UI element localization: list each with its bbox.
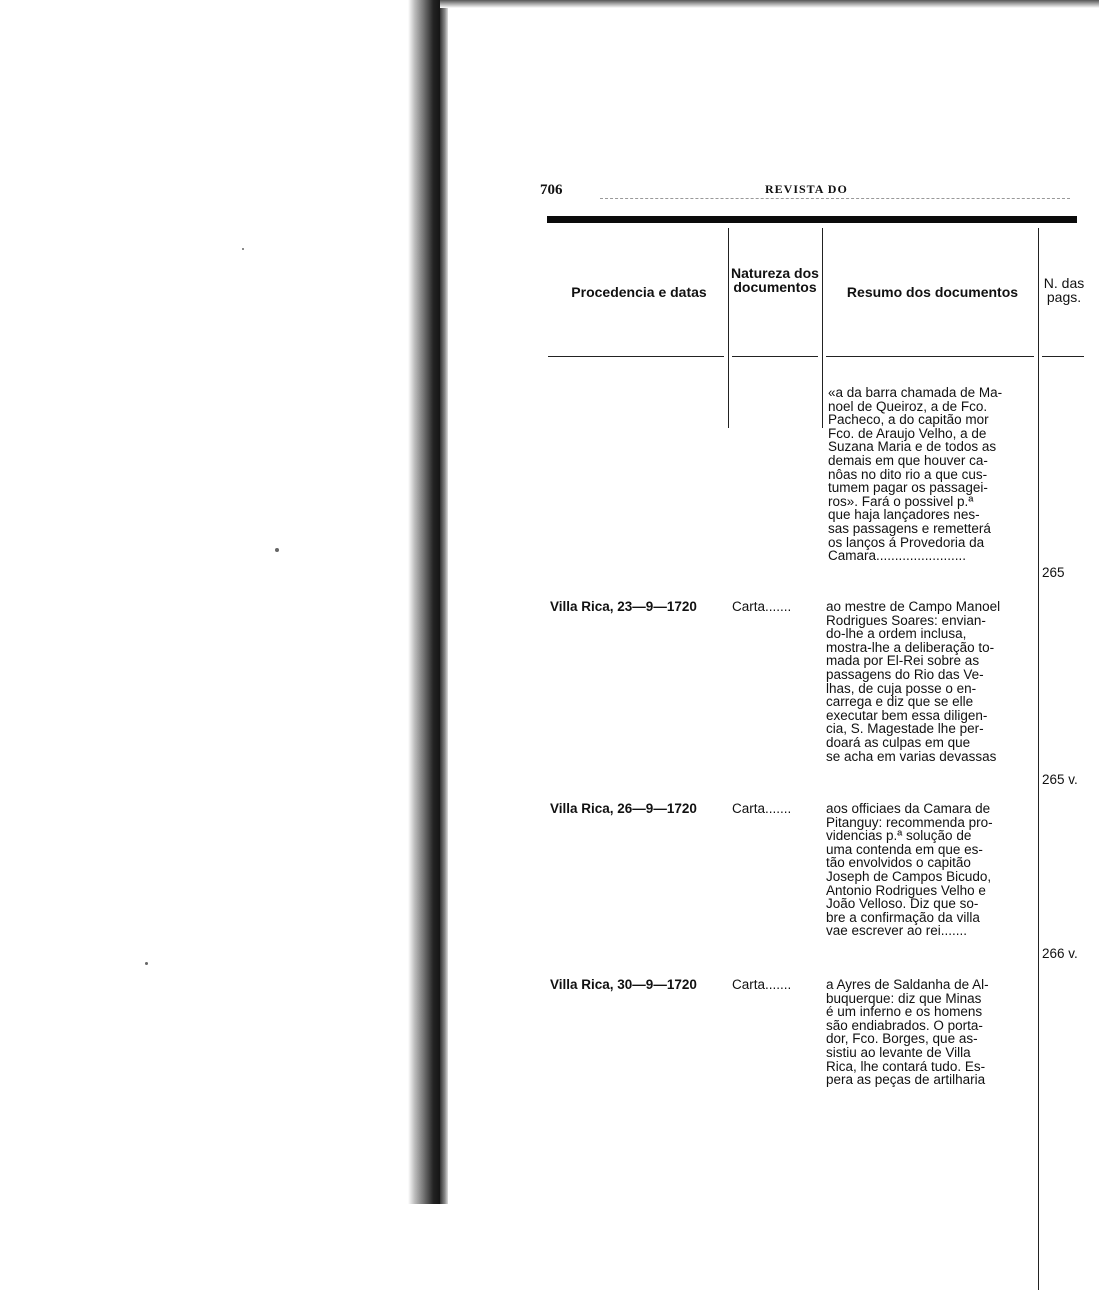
summary-row-2: aos officiaes da Camara de Pitanguy: recommenda pro- videncias p.ª solução de uma contenda em que es- tão envolvidos o capitão Joseph de Campos Bicudo, Antonio Rodrigues Velho e João Velloso. Diz que so- bre a confirmação da villa vae escrever ao rei....... (826, 801, 993, 939)
header-rule (826, 356, 1034, 357)
column-divider (728, 228, 729, 428)
nature-row-1: Carta....... (732, 599, 792, 614)
column-divider (822, 228, 823, 428)
running-head (540, 170, 1070, 200)
origin-row-3: Villa Rica, 30—9—1720 (550, 977, 697, 992)
summary-row-1: ao mestre de Campo Manoel Rodrigues Soares: envian- do-lhe a ordem inclusa, mostra-lhe a deliberação to- mada por El-Rei sobre as passagens do Rio das Ve- lhas, de cuja posse o en- carrega e diz que se elle executar bem essa diligen- cia, S. Magestade lhe per- doará as culpas em que se acha em varias devassas (826, 599, 1001, 764)
page-top-edge (440, 0, 1099, 8)
header-summary: Resumo dos documentos (846, 284, 1019, 300)
pages-row-0: 265 (1042, 565, 1065, 580)
scan-speck (145, 962, 148, 965)
summary-row-0: «a da barra chamada de Ma- noel de Queiroz, a de Fco. Pacheco, a do capitão mor Fco. de Araujo Velho, a de Suzana Maria e de todos as demais em que houver ca- nôas no dito rio a que cus- tumem pagar os passagei- ros». Fará o possivel p.ª que haja lançadores nes- sas passagens e remetterá os lanços á Provedoria da Camara........................ (828, 385, 1003, 564)
book-gutter (408, 0, 442, 1204)
table-top-rule (547, 216, 1077, 223)
header-nature: Natureza dos documentos (731, 265, 819, 295)
running-title: REVISTA DO (765, 182, 848, 196)
header-pages: N. das pags. (1043, 275, 1085, 305)
summary-row-3: a Ayres de Saldanha de Al- buquerque: diz que Minas é um inferno e os homens são endiabrados. O porta- dor, Fco. Borges, que as- sistiu ao levante de Villa Rica, lhe contará tudo. Es- pera as peças de artilharia (826, 977, 989, 1088)
scan-speck (242, 248, 244, 250)
header-rule (548, 356, 724, 357)
origin-row-2: Villa Rica, 26—9—1720 (550, 801, 697, 816)
pages-row-1: 265 v. (1042, 772, 1078, 787)
pages-row-2: 266 v. (1042, 946, 1078, 961)
origin-row-1: Villa Rica, 23—9—1720 (550, 599, 697, 614)
header-rule (732, 356, 818, 357)
nature-row-2: Carta....... (732, 801, 792, 816)
page-edge-shadow (440, 0, 448, 1204)
header-origin: Procedencia e datas (571, 284, 707, 300)
page-number: 706 (540, 182, 563, 198)
header-rule (1042, 356, 1084, 357)
nature-row-3: Carta....... (732, 977, 792, 992)
scan-speck (275, 548, 279, 552)
running-head-rule (600, 198, 1070, 199)
